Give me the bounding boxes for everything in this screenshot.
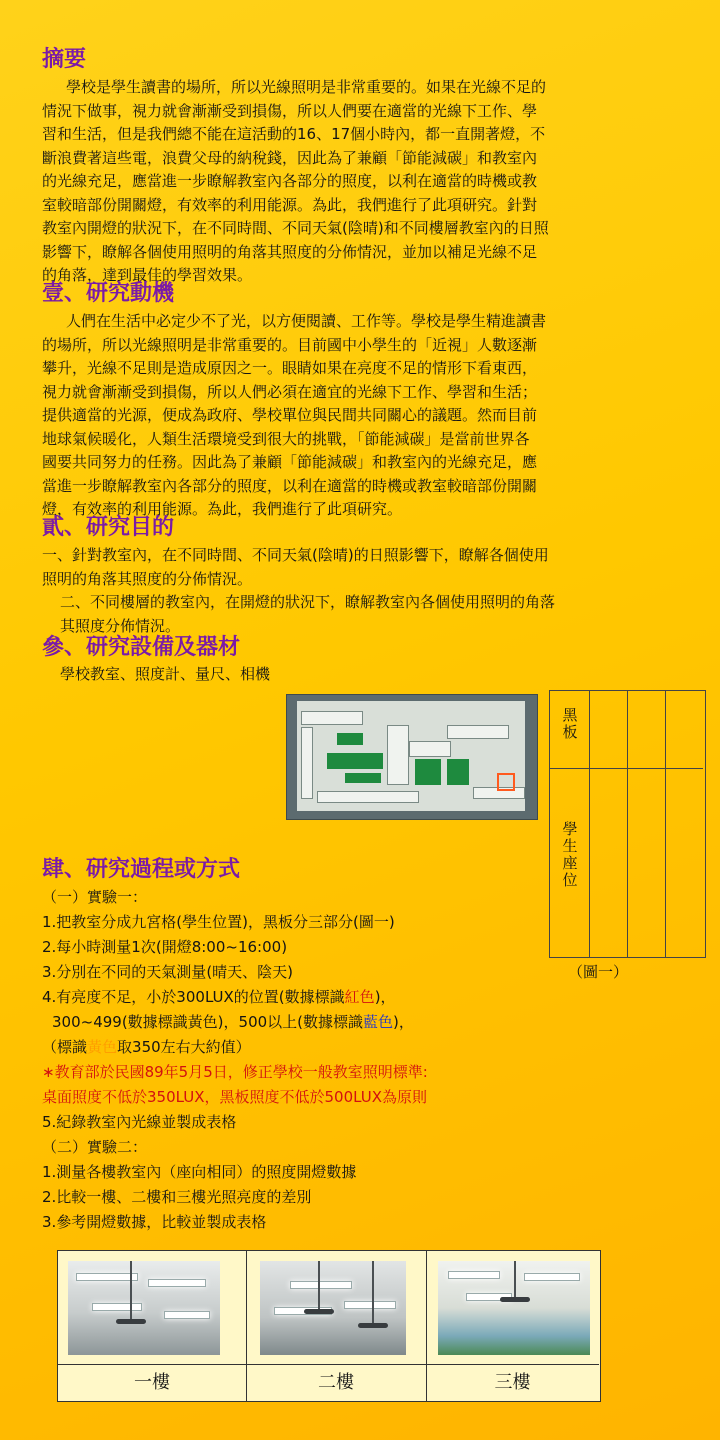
map-green-area (337, 733, 363, 745)
ceiling-lamp (164, 1311, 210, 1319)
purpose-body (42, 544, 682, 638)
motivation-line: 燈，有效率的利用能源。為此，我們進行了此項研究。 (42, 500, 403, 518)
map-building (409, 741, 451, 757)
purpose-item-line: 二、不同樓層的教室內，在開燈的狀況下，瞭解教室內各個使用照明的角落 (60, 593, 556, 611)
photo-column-floor1 (58, 1251, 247, 1401)
process-body (42, 885, 562, 1235)
grid-cell (628, 691, 666, 769)
map-green-area (327, 753, 383, 769)
experiment1-step (42, 1035, 562, 1060)
motivation-heading: 壹、研究動機 (42, 281, 175, 306)
ceiling-fan (500, 1297, 530, 1302)
classroom-photo-table (57, 1250, 601, 1402)
step4-text: 4.有亮度不足，小於300LUX的位置(數據標識 (42, 988, 345, 1006)
floor1-classroom-photo (68, 1261, 220, 1355)
map-building (317, 791, 419, 803)
purpose-item-line: 照明的角落其照度的分佈情況。 (42, 569, 253, 588)
standard-note: ∗教育部於民國89年5月5日，修正學校一般教室照明標準: (42, 1063, 428, 1081)
equipment-heading: 參、研究設備及器材 (42, 635, 241, 660)
ceiling-lamp (148, 1279, 206, 1287)
abstract-line: 室較暗部份開關燈，有效率的利用能源。為此，我們進行了此項研究。針對 (42, 195, 538, 214)
fan-rod (130, 1261, 132, 1319)
purpose-item-line: 一、針對教室內，在不同時間、不同天氣(陰晴)的日照影響下，瞭解各個使用 (42, 546, 549, 564)
experiment2-step: 1.測量各樓教室內（座向相同）的照度開燈數據 (42, 1163, 357, 1181)
campus-map-photo (286, 694, 538, 820)
experiment1-title: （一）實驗一： (42, 888, 148, 906)
abstract-heading: 摘要 (42, 47, 87, 72)
ceiling-lamp (92, 1303, 142, 1311)
experiment1-step: 1.把教室分成九宮格(學生位置)，黑板分三部分(圖一) (42, 913, 395, 931)
experiment2-title: （二）實驗二： (42, 1138, 148, 1156)
abstract-line: 影響下，瞭解各個使用照明的角落其照度的分佈情況，並加以補足光線不足 (42, 242, 538, 261)
ceiling-fan (116, 1319, 146, 1324)
motivation-line: 地球氣候暖化，人類生活環境受到很大的挑戰，「節能減碳」是當前世界各 (42, 429, 530, 448)
seats-label: 學生座位 (560, 821, 579, 889)
motivation-line: 人們在生活中必定少不了光，以方便閱讀、工作等。學校是學生精進讀書 (66, 312, 547, 330)
step4-yellow-text: 黃色 (87, 1038, 118, 1056)
grid-cell (590, 769, 628, 957)
grid-cell (628, 769, 666, 957)
step4-text: )， (374, 988, 396, 1006)
abstract-line: 的光線充足，應當進一步瞭解教室內各部分的照度，以利在適當的時機或教 (42, 172, 538, 190)
abstract-line: 斷浪費著這些電，浪費父母的納稅錢，因此為了兼顧「節能減碳」和教室內 (42, 148, 538, 167)
floor2-label: 二樓 (246, 1364, 426, 1401)
grid-cell-blackboard (550, 691, 590, 769)
experiment1-step (42, 985, 562, 1010)
floor2-classroom-photo (260, 1261, 406, 1355)
photo-column-floor2 (246, 1251, 427, 1401)
motivation-line: 當進一步瞭解教室內各部分的照度，以利在適當的時機或教室較暗部份開關 (42, 476, 538, 495)
abstract-line: 教室內開燈的狀況下，在不同時間、不同天氣(陰晴)和不同樓層教室內的日照 (42, 219, 549, 237)
campus-map-board (297, 701, 525, 811)
blackboard-label: 黑板 (560, 707, 579, 741)
map-building (447, 725, 509, 739)
experiment1-step: 3.分別在不同的天氣測量(晴天、陰天) (42, 963, 294, 981)
motivation-line: 視力就會漸漸受到損傷，所以人們必須在適宜的光線下工作、學習和生活； (42, 382, 538, 401)
experiment1-step (42, 1010, 562, 1035)
fan-rod (318, 1261, 320, 1309)
experiment1-step: 2.每小時測量1次(開燈8:00~16:00) (42, 938, 288, 956)
grid-cell (666, 691, 703, 769)
experiment2-step: 2.比較一樓、二樓和三樓光照亮度的差別 (42, 1188, 312, 1206)
grid-cell (666, 769, 703, 957)
purpose-item-line: 其照度分佈情況。 (60, 616, 181, 635)
step4-blue-text: 藍色 (363, 1013, 394, 1031)
experiment1-step: 5.紀錄教室內光線並製成表格 (42, 1113, 237, 1131)
motivation-line: 提供適當的光源，便成為政府、學校單位與民間共同關心的議題。然而目前 (42, 406, 538, 424)
floor1-label: 一樓 (58, 1364, 246, 1401)
standard-note: 桌面照度不低於350LUX，黑板照度不低於500LUX為原則 (42, 1088, 427, 1106)
ceiling-lamp (344, 1301, 396, 1309)
abstract-line: 學校是學生讀書的場所，所以光線照明是非常重要的。如果在光線不足的 (66, 78, 547, 96)
motivation-body (42, 310, 682, 522)
step4-text: 300~499(數據標識黃色)，500以上(數據標識 (52, 1013, 364, 1031)
motivation-line: 的場所，所以光線照明是非常重要的。目前國中小學生的「近視」人數逐漸 (42, 335, 538, 354)
process-heading: 肆、研究過程或方式 (42, 857, 241, 882)
map-green-area (447, 759, 469, 785)
map-highlight-box (497, 773, 515, 791)
ceiling-fan (304, 1309, 334, 1314)
map-building (301, 711, 363, 725)
ceiling-fan (358, 1323, 388, 1328)
experiment2-step: 3.參考開燈數據，比較並製成表格 (42, 1213, 267, 1231)
abstract-line: 情況下做事，視力就會漸漸受到損傷，所以人們要在適當的光線下工作、學 (42, 101, 538, 120)
step4-text: 取350左右大約值） (117, 1038, 251, 1056)
motivation-line: 攀升，光線不足則是造成原因之一。眼睛如果在亮度不足的情形下看東西， (42, 359, 538, 377)
grid-cell (590, 691, 628, 769)
motivation-line: 國要共同努力的任務。因此為了兼顧「節能減碳」和教室內的光線充足，應 (42, 453, 538, 471)
step4-text: )， (393, 1013, 414, 1031)
map-green-area (345, 773, 381, 783)
floor3-classroom-photo (438, 1261, 590, 1355)
step4-text: （標識 (42, 1038, 88, 1056)
abstract-line: 的角落，達到最佳的學習效果。 (42, 266, 253, 284)
ceiling-lamp (76, 1273, 138, 1281)
map-green-area (415, 759, 441, 785)
fan-rod (514, 1261, 516, 1297)
step4-red-text: 紅色 (344, 988, 375, 1006)
equipment-text: 學校教室、照度計、量尺、相機 (60, 665, 271, 683)
abstract-line: 習和生活，但是我們總不能在這活動的16、17個小時內，都一直開著燈，不 (42, 125, 546, 143)
figure1-caption: （圖一） (568, 963, 629, 981)
abstract-body (42, 76, 682, 288)
classroom-grid-diagram (549, 690, 706, 958)
ceiling-lamp (448, 1271, 500, 1279)
fan-rod (372, 1261, 374, 1323)
photo-column-floor3 (426, 1251, 599, 1401)
map-building (301, 727, 313, 799)
map-building (387, 725, 409, 785)
ceiling-lamp (524, 1273, 580, 1281)
purpose-heading: 貳、研究目的 (42, 515, 175, 540)
ceiling-lamp (290, 1281, 352, 1289)
floor3-label: 三樓 (426, 1364, 599, 1401)
